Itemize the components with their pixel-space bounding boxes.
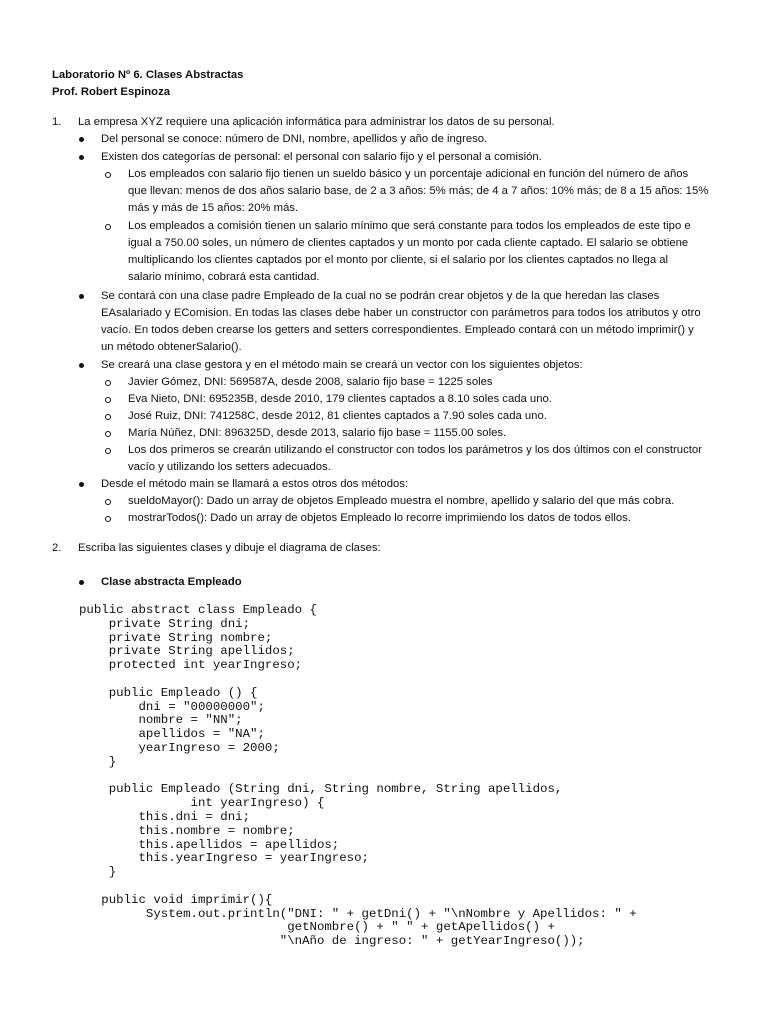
employee-item: Eva Nieto, DNI: 695235B, desde 2010, 179 clientes captados a 8.10 soles cada uno.	[128, 393, 552, 405]
code-line: private String dni;	[79, 616, 251, 631]
document-title: Laboratorio Nº 6. Clases Abstractas	[52, 69, 244, 81]
code-line: this.nombre = nombre;	[79, 823, 295, 838]
code-line: nombre = "NN";	[79, 713, 243, 728]
comision-line-2: igual a 750.00 soles, un número de clientes captados y un monto por cada cliente captado. El salario se obtiene	[128, 237, 689, 249]
code-line: dni = "00000000";	[79, 699, 265, 714]
code-line: public void imprimir(){	[79, 892, 273, 907]
code-line: this.dni = dni;	[79, 810, 251, 824]
code-line: public Empleado (String dni, String nombre, String apellidos,	[79, 782, 563, 797]
salario-fijo-line-2: que llevan: menos de dos años salario base, de 2 a 3 años: 5% más; de 4 a 7 años: 10% más; de 8 a 15 años: 15%	[128, 185, 709, 197]
section-2-number: 2.	[52, 542, 62, 554]
bullet-categories: Existen dos categorías de personal: el personal con salario fijo y el personal a comisión.	[101, 151, 542, 163]
code-line: this.apellidos = apellidos;	[79, 837, 340, 852]
sub-bullet-circle	[105, 414, 111, 420]
sub-bullet-circle	[105, 397, 111, 403]
clase-padre-line-4: un método obtenerSalario().	[101, 341, 242, 353]
comision-line-1: Los empleados a comisión tienen un salario mínimo que será constante para todos los empleados de este tipo e	[128, 220, 691, 232]
code-line: "\nAño de ingreso: " + getYearIngreso());	[79, 934, 585, 949]
sub-bullet-circle	[105, 380, 111, 386]
clase-padre-line-1: Se contará con una clase padre Empleado de la cual no se podrán crear objetos y de la que heredan las clases	[101, 290, 660, 302]
sub-bullet-circle	[105, 448, 111, 454]
code-line: private String apellidos;	[79, 644, 295, 659]
sub-bullet-circle	[105, 172, 111, 178]
code-line: yearIngreso = 2000;	[79, 741, 280, 755]
bullet-personal-data: Del personal se conoce: número de DNI, nombre, apellidos y año de ingreso.	[101, 133, 488, 145]
code-line: protected int yearIngreso;	[79, 658, 303, 673]
bullet-dot	[79, 580, 84, 585]
clase-padre-line-3: vacío. En todos deben crearse los getters and setters correspondientes. Empleado contará con un método imprimir() y	[101, 324, 694, 336]
method-sueldo-mayor: sueldoMayor(): Dado un array de objetos Empleado muestra el nombre, apellido y salario del que más cobra.	[128, 495, 675, 507]
code-line: private String nombre;	[79, 630, 273, 645]
bullet-dot	[79, 482, 84, 487]
employee-item: Javier Gómez, DNI: 569587A, desde 2008, salario fijo base = 1225 soles	[128, 376, 493, 388]
constructor-note-line-2: vacío y utilizando los setters adecuados.	[128, 461, 331, 473]
bullet-clase-gestora: Se creará una clase gestora y en el método main se creará un vector con los siguientes objetos:	[101, 359, 583, 371]
salario-fijo-line-1: Los empleados con salario fijo tienen un sueldo básico y un porcentaje adicional en función del número de años	[128, 168, 689, 180]
code-line: this.yearIngreso = yearIngreso;	[79, 851, 369, 866]
section-2-intro: Escriba las siguientes clases y dibuje el diagrama de clases:	[78, 542, 381, 554]
code-line: getNombre() + " " + getApellidos() +	[79, 920, 555, 935]
bullet-dot	[79, 155, 84, 160]
bullet-dot	[79, 363, 84, 368]
comision-line-4: salario mínimo, cobrará esta cantidad.	[128, 271, 320, 283]
salario-fijo-line-3: más y más de 15 años: 20% más.	[128, 202, 299, 214]
employee-item: José Ruiz, DNI: 741258C, desde 2012, 81 clientes captados a 7.90 soles cada uno.	[128, 410, 547, 422]
sub-bullet-circle	[105, 431, 111, 437]
code-line: public Empleado () {	[79, 685, 258, 700]
method-mostrar-todos: mostrarTodos(): Dado un array de objetos Empleado lo recorre imprimiendo los datos de todos ellos.	[128, 512, 631, 524]
section-1-number: 1.	[52, 116, 62, 128]
clase-empleado-heading: Clase abstracta Empleado	[101, 576, 242, 588]
sub-bullet-circle	[105, 224, 111, 230]
section-1-intro: La empresa XYZ requiere una aplicación informática para administrar los datos de su personal.	[78, 116, 555, 128]
bullet-dot	[79, 137, 84, 142]
code-line: public abstract class Empleado {	[79, 603, 317, 617]
comision-line-3: multiplicando los clientes captados por el monto por cliente, si el salario por los clientes captados no llega al	[128, 254, 669, 266]
sub-bullet-circle	[105, 499, 111, 505]
constructor-note-line-1: Los dos primeros se crearán utilizando el constructor con todos los parámetros y los dos últimos con el constructor	[128, 444, 702, 456]
clase-padre-line-2: EAsalariado y EComision. En todas las clases debe haber un constructor con parámetros para todos los atributos y otro	[101, 307, 701, 319]
code-line: System.out.println("DNI: " + getDni() + "\nNombre y Apellidos: " +	[79, 906, 637, 921]
code-line: int yearIngreso) {	[79, 796, 325, 811]
document-author: Prof. Robert Espinoza	[52, 86, 170, 98]
bullet-dot	[79, 294, 84, 299]
code-line: }	[79, 865, 117, 880]
bullet-main-methods: Desde el método main se llamará a estos otros dos métodos:	[101, 478, 409, 490]
sub-bullet-circle	[105, 516, 111, 522]
employee-item: María Núñez, DNI: 896325D, desde 2013, salario fijo base = 1155.00 soles.	[128, 427, 507, 439]
code-line: }	[79, 754, 117, 769]
code-line: apellidos = "NA";	[79, 727, 265, 742]
